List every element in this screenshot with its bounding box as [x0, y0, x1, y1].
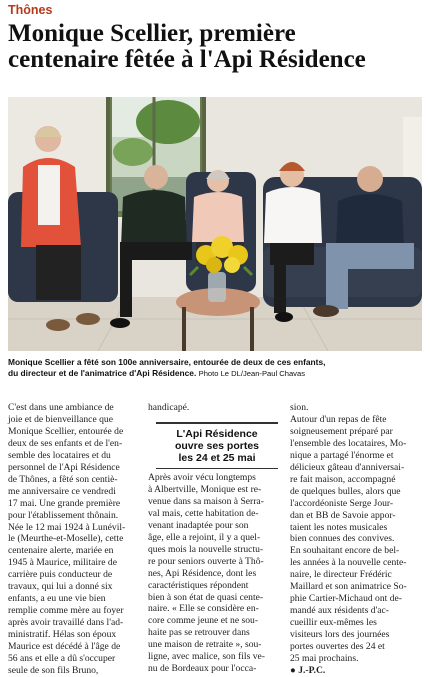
column-line: nes, Api Résidence, dont les: [148, 567, 257, 579]
column-line: une maison de retraite », sou-: [148, 639, 262, 651]
column-line: le (Meurthe-et-Moselle), cette: [8, 533, 124, 545]
column-line: deux de ses enfants et de l'en-: [8, 437, 123, 449]
column-line: core comme jeune et ne sou-: [148, 615, 259, 627]
sidebar-rule: [156, 422, 278, 424]
column-line: taient les notes musicales: [290, 521, 388, 533]
sidebar-title: [150, 422, 284, 469]
column-line: mandé aux résidents d'ac-: [290, 605, 389, 617]
column-line: Maurice est décédé à l'âge de: [8, 641, 121, 653]
column-line: de Thônes, a fêté son centiè-: [8, 473, 118, 485]
column-line: Née le 12 mai 1924 à Lunévil-: [8, 521, 126, 533]
column-line: venue dans sa maison à Serra-: [148, 495, 264, 507]
column-line: carrière puis conducteur de: [8, 569, 113, 581]
column-line: ministratif. Hélas son époux: [8, 629, 117, 641]
column-line: l'accordéoniste Serge Jour-: [290, 497, 394, 509]
sidebar-rule: [156, 468, 278, 469]
column-line: En souhaitant encore de bel-: [290, 545, 400, 557]
sidebar-title-line: ouvre ses portes: [174, 440, 260, 452]
headline-line: centenaire fêtée à l'Api Résidence: [8, 46, 366, 73]
column-2-body: [148, 472, 284, 675]
column-line: délicieux gâteau d'anniversai-: [290, 461, 405, 473]
column-line: 17 mai. Une grande première: [8, 497, 121, 509]
column-line: dan et BB de Savoie appor-: [290, 509, 396, 521]
column-line: à Albertville, Monique est re-: [148, 483, 262, 495]
column-line: ques mois la nouvelle structu-: [148, 543, 264, 555]
caption-line: du directeur et de l'animatrice d'Api Résidence.: [8, 368, 197, 379]
column-line: nique a partagé l'énorme et: [290, 449, 394, 461]
sidebar-title-line: les 24 et 25 mai: [178, 452, 256, 464]
column-line: de quelques bulles, alors que: [290, 485, 401, 497]
column-line: personnel de l'Api Résidence: [8, 461, 120, 473]
column-line: après avoir travaillé dans l'ad-: [8, 617, 124, 629]
column-line: seule de son fils Bruno,: [8, 664, 99, 676]
column-line: pour l'établissement thônain.: [8, 509, 119, 521]
column-line: naire, le directeur Frédéric: [290, 569, 392, 581]
column-line: handicapé.: [148, 402, 190, 413]
column-line: soigneusement préparé par: [290, 425, 393, 437]
column-line: Maillard et son animatrice So-: [290, 581, 407, 593]
column-line: les années à la nouvelle cente-: [290, 557, 407, 569]
column-line: Autour d'un repas de fête: [290, 413, 387, 425]
column-line: cueillir eux-mêmes les: [290, 617, 377, 629]
column-line: C'est dans une ambiance de: [8, 402, 114, 413]
column-line: re pour seniors ouverte à Thô-: [148, 555, 264, 567]
column-line: âge, elle a rejoint, il y a quel-: [148, 531, 261, 543]
column-line: re fait maison, accompagné: [290, 473, 396, 485]
column-line: l'ensemble des locataires, Mo-: [290, 437, 407, 449]
column-line: portes ouvertes des 24 et: [290, 641, 385, 653]
sidebar-title-line: L'Api Résidence: [176, 428, 258, 440]
photo-credit: Photo Le DL/Jean-Paul Chavas: [198, 369, 306, 379]
column-line: enfants, a eu une vie bien: [8, 593, 106, 605]
column-line: venant inadaptée pour son: [148, 519, 249, 531]
column-2: [148, 402, 284, 414]
article-photo: [8, 97, 422, 351]
headline-line: Monique Scellier, première: [8, 20, 296, 47]
column-line: semble des locataires et du: [8, 449, 111, 461]
column-line: val mais, cette habitation de-: [148, 507, 259, 519]
column-line: caractéristiques répondent: [148, 579, 249, 591]
author-signature: ● J.-P.C.: [290, 664, 326, 676]
column-line: phie Cartier-Michaud ont de-: [290, 593, 402, 605]
column-line: ligne, avec malice, son fils ve-: [148, 651, 265, 663]
column-line: 1945 à Maurice, militaire de: [8, 557, 117, 569]
caption-line: Monique Scellier a fêté son 100e anniversaire, entourée de deux de ces enfants,: [8, 357, 326, 367]
headline: [8, 21, 428, 73]
column-line: visiteurs lors des journées: [290, 629, 390, 641]
column-line: travaux, qui lui a donné six: [8, 581, 113, 593]
column-line: 56 ans et elle a dû s'occuper: [8, 653, 116, 665]
column-line: Après avoir vécu longtemps: [148, 472, 256, 483]
column-3: [290, 402, 426, 677]
column-line: Monique Scellier, entourée de: [8, 425, 124, 437]
column-line: 25 mai prochains.: [290, 653, 359, 665]
column-line: naire. « Elle se considère en-: [148, 603, 259, 615]
column-line: nu de Bordeaux pour l'occa-: [148, 663, 257, 675]
column-line: centenaire alerte, mariée en: [8, 545, 114, 557]
column-line: remplie comme mère au foyer: [8, 605, 124, 617]
column-line: me anniversaire ce vendredi: [8, 485, 116, 497]
column-line: sion.: [290, 402, 309, 413]
column-line: bien connues des convives.: [290, 533, 395, 545]
column-line: haite pas se retrouver dans: [148, 627, 250, 639]
section-kicker: Thônes: [8, 3, 53, 17]
column-line: bien à son état de quasi cente-: [148, 591, 264, 603]
photo-caption: [8, 357, 424, 380]
column-1: [8, 402, 144, 677]
column-line: joie et de bienveillance que: [8, 413, 113, 425]
